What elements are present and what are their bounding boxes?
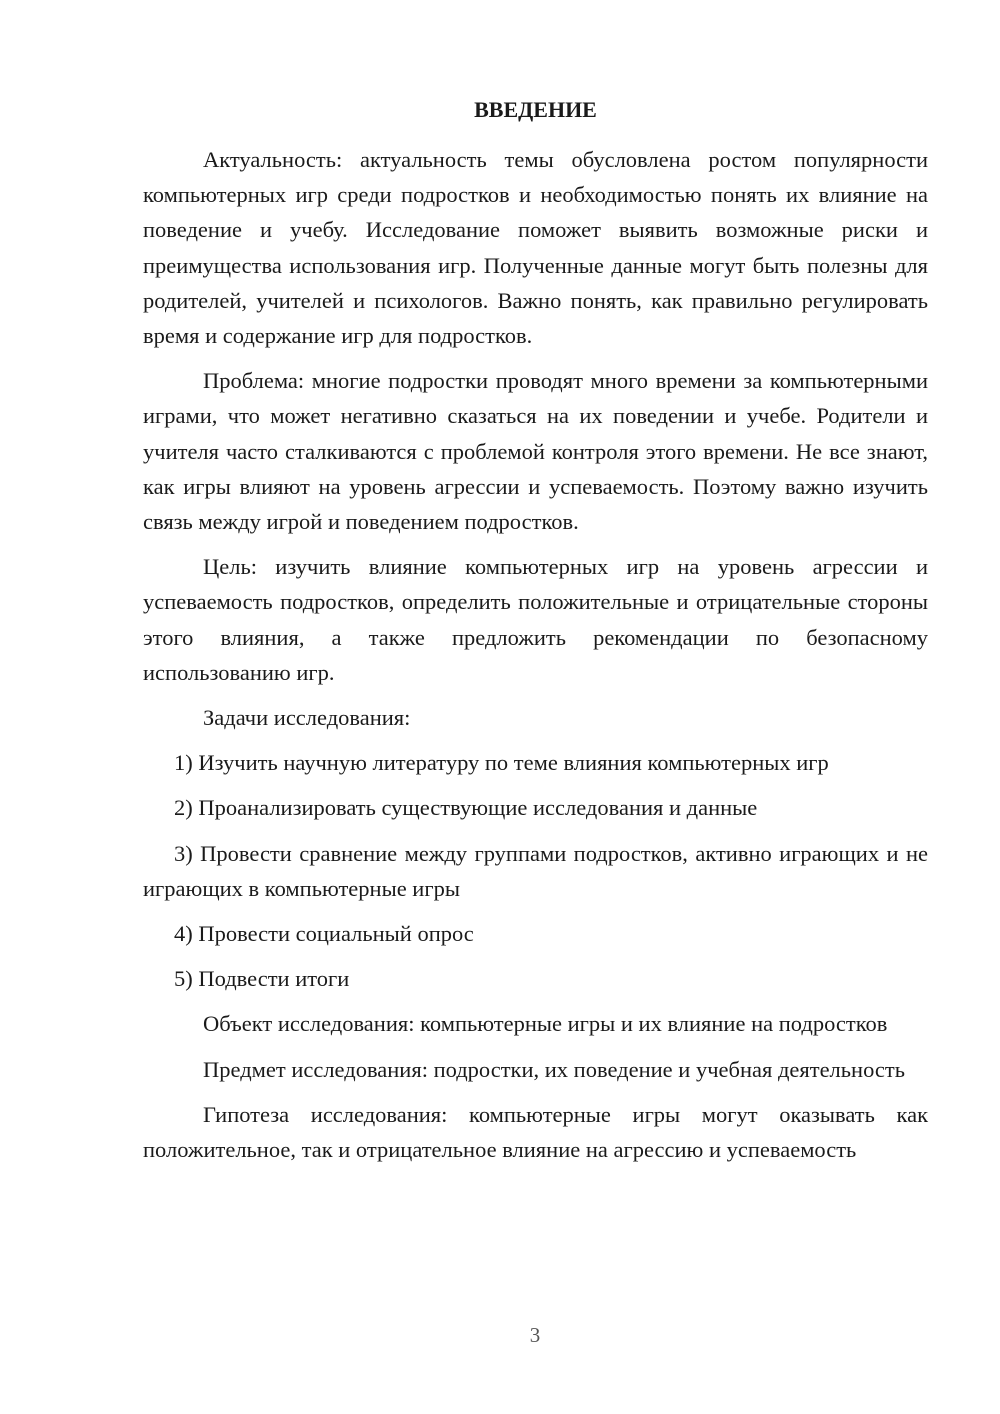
task-item-1: 1) Изучить научную литературу по теме влияния компьютерных игр (174, 750, 829, 776)
task-item-3: 3) Провести сравнение между группами подростков, активно играющих и не играющих в компьютерные игры (143, 840, 928, 901)
task-item-2: 2) Проанализировать существующие исследования и данные (174, 795, 758, 821)
task-item-5: 5) Подвести итоги (174, 966, 350, 992)
paragraph-subject: Предмет исследования: подростки, их поведение и учебная деятельность (203, 1056, 905, 1082)
section-title: ВВЕДЕНИЕ (474, 97, 597, 122)
paragraph-relevance: Актуальность: актуальность темы обусловлена ростом популярности компьютерных игр среди подростков и необходимостью понять их влияние на поведение и учебу. Исследование поможет выявить возможные риски и преимущества использования игр. Полученные данные могут быть полезны для родителей, учителей и психологов. Важно понять, как правильно регулировать время и содержание игр для подростков. (143, 147, 928, 349)
page-number: 3 (529, 1323, 541, 1347)
paragraph-problem: Проблема: многие подростки проводят много времени за компьютерными играми, что может негативно сказаться на их поведении и учебе. Родители и учителя часто сталкиваются с проблемой контроля этого времени. Не все знают, как игры влияют на уровень агрессии и успеваемость. Поэтому важно изучить связь между игрой и поведением подростков. (143, 368, 928, 535)
paragraph-goal: Цель: изучить влияние компьютерных игр на уровень агрессии и успеваемость подростков, определить положительные и отрицательные стороны этого влияния, а также предложить рекомендации по безопасному использованию игр. (143, 554, 928, 685)
task-item-4: 4) Провести социальный опрос (174, 921, 474, 947)
paragraph-object: Объект исследования: компьютерные игры и их влияние на подростков (203, 1011, 888, 1037)
paragraph-tasks-heading: Задачи исследования: (203, 705, 411, 731)
paragraph-hypothesis: Гипотеза исследования: компьютерные игры могут оказывать как положительное, так и отрицательное влияние на агрессию и успеваемость (143, 1101, 928, 1163)
document-page (143, 94, 928, 1177)
